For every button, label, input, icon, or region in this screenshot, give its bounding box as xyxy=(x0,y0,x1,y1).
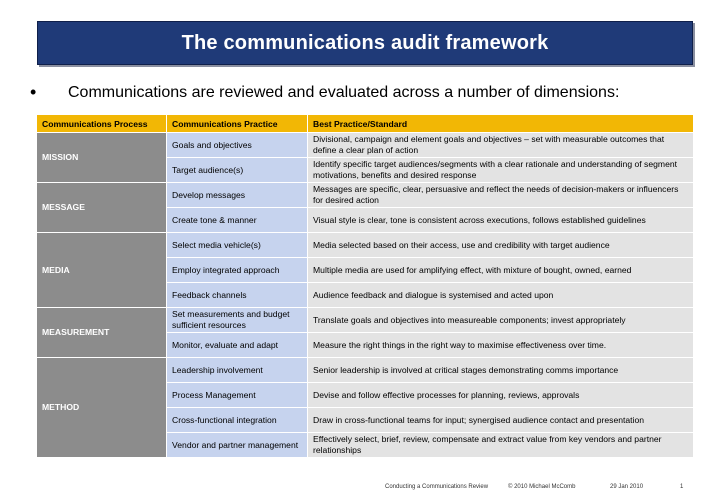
standard-cell: Messages are specific, clear, persuasive and reflect the needs of decision-makers or influencers for desired action xyxy=(308,183,694,208)
footer-page-number: 1 xyxy=(680,484,684,490)
standard-cell: Media selected based on their access, use and credibility with target audience xyxy=(308,233,694,258)
process-media: MEDIA xyxy=(37,233,167,308)
practice-cell: Feedback channels xyxy=(167,283,308,308)
process-method: METHOD xyxy=(37,358,167,458)
standard-cell: Multiple media are used for amplifying effect, with mixture of bought, owned, earned xyxy=(308,258,694,283)
process-measurement: MEASUREMENT xyxy=(37,308,167,358)
footer-document-title: Conducting a Communications Review xyxy=(385,484,489,490)
practice-cell: Cross-functional integration xyxy=(167,408,308,433)
practice-cell: Target audience(s) xyxy=(167,158,308,183)
slide-title: The communications audit framework xyxy=(181,31,549,54)
standard-cell: Visual style is clear, tone is consistent across executions, follows established guidelines xyxy=(308,208,694,233)
practice-cell: Goals and objectives xyxy=(167,133,308,158)
practice-cell: Leadership involvement xyxy=(167,358,308,383)
standard-cell: Draw in cross-functional teams for input; synergised audience contact and presentation xyxy=(308,408,694,433)
table-row xyxy=(37,308,694,333)
standard-cell: Effectively select, brief, review, compensate and extract value from key vendors and partner relationships xyxy=(308,433,694,458)
footer-copyright: © 2010 Michael McComb xyxy=(508,484,576,490)
standard-cell: Divisional, campaign and element goals and objectives – set with measurable outcomes that define a clear plan of action xyxy=(308,133,694,158)
process-mission: MISSION xyxy=(37,133,167,183)
practice-cell: Set measurements and budget sufficient resources xyxy=(167,308,308,333)
practice-cell: Create tone & manner xyxy=(167,208,308,233)
table-row xyxy=(37,183,694,208)
audit-framework-table xyxy=(36,114,694,458)
bullet-text: Communications are reviewed and evaluated across a number of dimensions: xyxy=(68,84,620,101)
practice-cell: Develop messages xyxy=(167,183,308,208)
table-row xyxy=(37,233,694,258)
bullet-icon: • xyxy=(30,82,37,102)
table-row xyxy=(37,358,694,383)
practice-cell: Vendor and partner management xyxy=(167,433,308,458)
slide-title-bar xyxy=(37,21,693,65)
practice-cell: Monitor, evaluate and adapt xyxy=(167,333,308,358)
header-process: Communications Process xyxy=(37,115,167,133)
practice-cell: Select media vehicle(s) xyxy=(167,233,308,258)
footer-date: 29 Jan 2010 xyxy=(610,484,644,490)
header-practice: Communications Practice xyxy=(167,115,308,133)
standard-cell: Devise and follow effective processes for planning, reviews, approvals xyxy=(308,383,694,408)
standard-cell: Audience feedback and dialogue is systemised and acted upon xyxy=(308,283,694,308)
table-row xyxy=(37,133,694,158)
standard-cell: Measure the right things in the right way to maximise effectiveness over time. xyxy=(308,333,694,358)
standard-cell: Identify specific target audiences/segments with a clear rationale and understanding of segment motivations, benefits and desired response xyxy=(308,158,694,183)
process-message: MESSAGE xyxy=(37,183,167,233)
header-standard: Best Practice/Standard xyxy=(308,115,694,133)
table-header-row xyxy=(37,115,694,133)
standard-cell: Senior leadership is involved at critical stages demonstrating comms importance xyxy=(308,358,694,383)
practice-cell: Process Management xyxy=(167,383,308,408)
standard-cell: Translate goals and objectives into measureable components; invest appropriately xyxy=(308,308,694,333)
practice-cell: Employ integrated approach xyxy=(167,258,308,283)
